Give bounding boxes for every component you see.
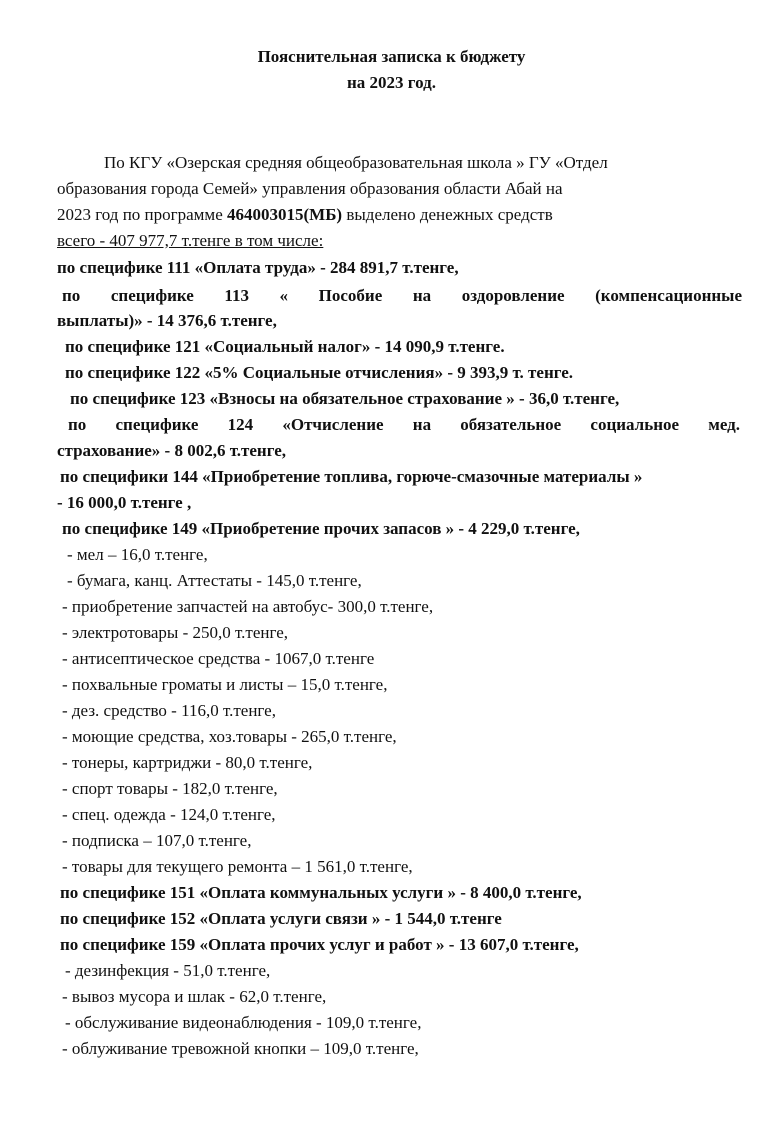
total-allocation: всего - 407 977,7 т.тенге в том числе: <box>57 231 324 250</box>
list-item-subscription: - подписка – 107,0 т.тенге, <box>62 831 252 850</box>
line-spec-159: по специфике 159 «Оплата прочих услуг и работ » - 13 607,0 т.тенге, <box>60 935 579 954</box>
list-item-alarm: - облуживание тревожной кнопки – 109,0 т.тенге, <box>62 1039 419 1058</box>
document-title: Пояснительная записка к бюджету <box>257 47 526 66</box>
line-spec-111: по специфике 111 «Оплата труда» - 284 891,7 т.тенге, <box>57 258 459 277</box>
line-spec-123: по специфике 123 «Взносы на обязательное страхование » - 36,0 т.тенге, <box>70 389 620 408</box>
list-item-disinfectant: - дез. средство - 116,0 т.тенге, <box>62 701 276 720</box>
list-item-cctv: - обслуживание видеонаблюдения - 109,0 т.тенге, <box>65 1013 422 1032</box>
line-spec-124-b: страхование» - 8 002,6 т.тенге, <box>57 441 287 460</box>
line-spec-144-b: - 16 000,0 т.тенге , <box>57 493 192 512</box>
list-item-certificates: - похвальные громаты и листы – 15,0 т.тенге, <box>62 675 388 694</box>
line-spec-122: по специфике 122 «5% Социальные отчисления» - 9 393,9 т. тенге. <box>65 363 574 382</box>
document-subtitle: на 2023 год. <box>347 73 436 92</box>
intro-line-3-post: выделено денежных средств <box>342 205 553 224</box>
line-spec-144-a: по специфики 144 «Приобретение топлива, горюче-смазочные материалы » <box>60 467 643 486</box>
list-item-bus-parts: - приобретение запчастей на автобус- 300,0 т.тенге, <box>62 597 434 616</box>
program-code: 464003015(МБ) <box>226 205 343 224</box>
list-item-chalk: - мел – 16,0 т.тенге, <box>67 545 208 564</box>
line-spec-149: по специфике 149 «Приобретение прочих запасов » - 4 229,0 т.тенге, <box>62 519 580 538</box>
line-spec-152: по специфике 152 «Оплата услуги связи » - 1 544,0 т.тенге <box>60 909 502 928</box>
line-spec-113-a: по специфике 113 « Пособие на оздоровление (компенсационные <box>62 286 742 305</box>
list-item-detergents: - моющие средства, хоз.товары - 265,0 т.тенге, <box>62 727 397 746</box>
line-spec-151: по специфике 151 «Оплата коммунальных услуги » - 8 400,0 т.тенге, <box>60 883 582 902</box>
intro-line-2: образования города Семей» управления образования области Абай на <box>57 179 563 198</box>
intro-line-3-pre: 2023 год по программе <box>57 205 227 224</box>
list-item-toners: - тонеры, картриджи - 80,0 т.тенге, <box>62 753 313 772</box>
list-item-electrical: - электротовары - 250,0 т.тенге, <box>62 623 289 642</box>
intro-line-3 <box>57 205 553 225</box>
list-item-waste: - вывоз мусора и шлак - 62,0 т.тенге, <box>62 987 327 1006</box>
list-item-paper: - бумага, канц. Аттестаты - 145,0 т.тенге, <box>67 571 362 590</box>
list-item-sport: - спорт товары - 182,0 т.тенге, <box>62 779 278 798</box>
list-item-disinfection: - дезинфекция - 51,0 т.тенге, <box>65 961 271 980</box>
line-spec-124-a: по специфике 124 «Отчисление на обязательное социальное мед. <box>68 415 740 434</box>
intro-line-1: По КГУ «Озерская средняя общеобразовательная школа » ГУ «Отдел <box>104 153 608 172</box>
list-item-antiseptic: - антисептическое средства - 1067,0 т.тенге <box>62 649 375 668</box>
list-item-repair: - товары для текущего ремонта – 1 561,0 т.тенге, <box>62 857 413 876</box>
line-spec-121: по специфике 121 «Социальный налог» - 14 090,9 т.тенге. <box>65 337 505 356</box>
list-item-workwear: - спец. одежда - 124,0 т.тенге, <box>62 805 276 824</box>
line-spec-113-b: выплаты)» - 14 376,6 т.тенге, <box>57 311 277 330</box>
